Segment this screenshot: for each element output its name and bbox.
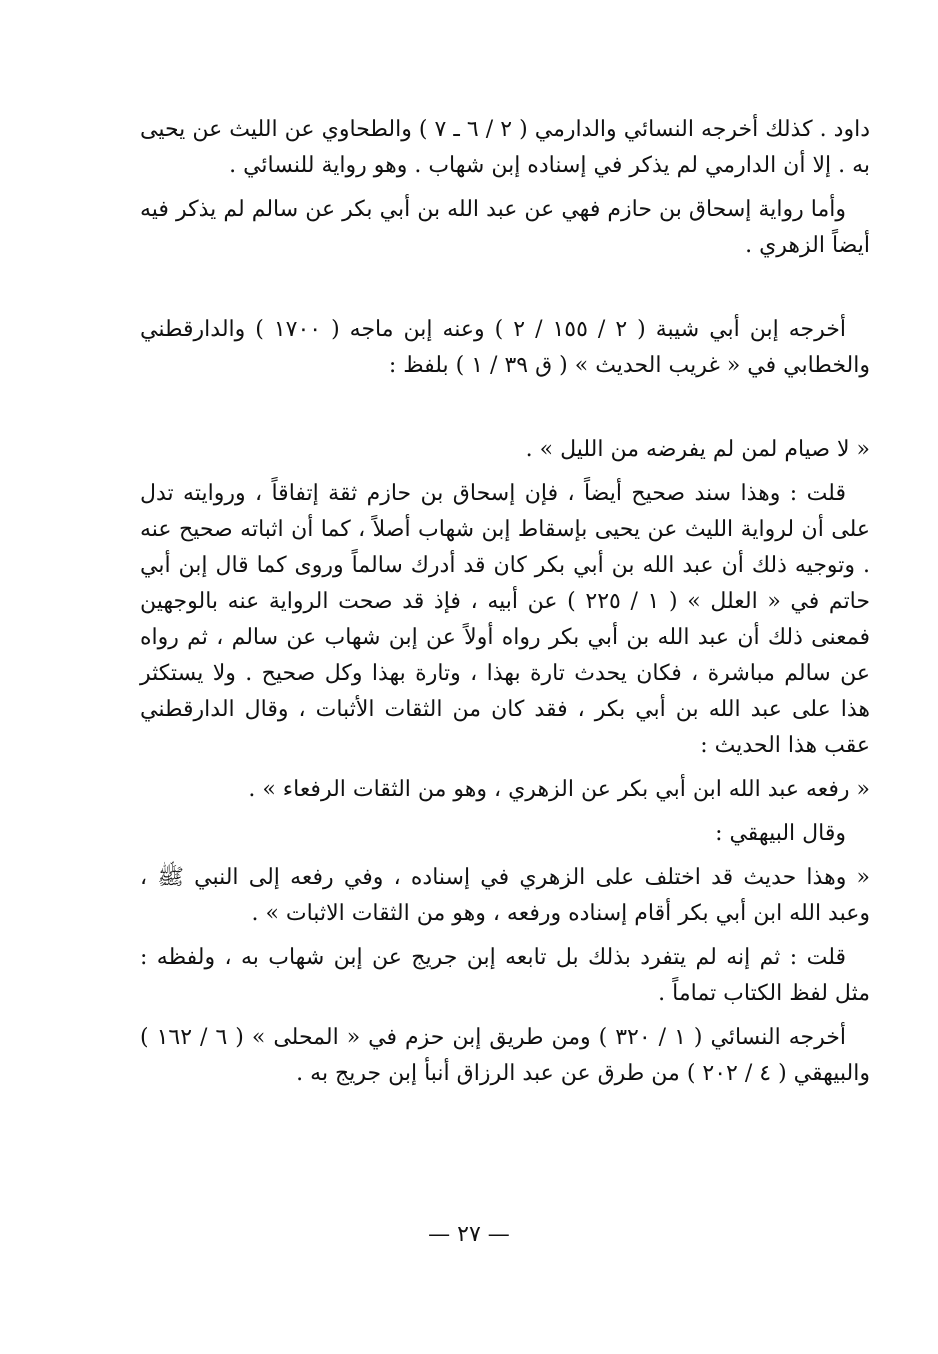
quote-3: « وهذا حديث قد اختلف على الزهري في إسناده ، وفي رفعه إلى النبي ﷺ ، وعبد الله ابن أبي بكر أقام إسناده ورفعه ، وهو من الثقات الاثبات » . [140, 865, 870, 926]
paragraph-3: أخرجه إبن أبي شيبة ( ٢ / ١٥٥ / ٢ ) وعنه إبن ماجه ( ١٧٠٠ ) والدارقطني والخطابي في « غريب الحديث » ( ق ٣٩ / ١ ) بلفظ : [140, 317, 870, 378]
quote-2: « رفعه عبد الله ابن أبي بكر عن الزهري ، وهو من الثقات الرفعاء » . [248, 777, 870, 802]
paragraph-4: قلت : وهذا سند صحيح أيضاً ، فإن إسحاق بن حازم ثقة إتفاقاً ، وروايته تدل على أن لرواية الليث عن يحيى بإسقاط إبن شهاب أصلاً ، كما أن اثباته صحيح عنه . وتوجيه ذلك أن عبد الله بن أبي بكر كان قد أدرك سالماً وروى كما قال إبن أبي حاتم في « العلل » ( ١ / ٢٢٥ ) عن أبيه ، فإذ قد صحت الرواية عنه بالوجهين فمعنى ذلك أن عبد الله بن أبي بكر رواه أولاً عن إبن شهاب عن سالم ، ثم رواه عن سالم مباشرة ، فكان يحدث تارة بهذا ، وتارة بهذا وكل صحيح . ولا يستكثر هذا على عبد الله بن أبي بكر ، فقد كان من الثقات الأثبات ، وقال الدارقطني عقب هذا الحديث : [140, 481, 870, 758]
page-number: — ٢٧ — [428, 1222, 510, 1247]
paragraph-7: أخرجه النسائي ( ١ / ٣٢٠ ) ومن طريق إبن حزم في « المحلى » ( ٦ / ١٦٢ ) والبيهقي ( ٤ / ٢٠٢ ) من طرق عن عبد الرزاق أنبأ إبن جريج به . [140, 1025, 870, 1086]
paragraph-1: داود . كذلك أخرجه النسائي والدارمي ( ٢ / ٦ ـ ٧ ) والطحاوي عن الليث عن يحيى به . إلا أن الدارمي لم يذكر في إسناده إبن شهاب . وهو رواية للنسائي . [140, 117, 870, 178]
paragraph-6: قلت : ثم إنه لم يتفرد بذلك بل تابعه إبن جريج عن إبن شهاب به ، ولفظه : مثل لفظ الكتاب تماماً . [140, 945, 870, 1006]
quote-1: « لا صيام لمن لم يفرضه من الليل » . [525, 437, 870, 462]
paragraph-5: وقال البيهقي : [715, 821, 846, 846]
page-body [140, 112, 870, 1092]
paragraph-2: وأما رواية إسحاق بن حازم فهي عن عبد الله بن أبي بكر عن سالم لم يذكر فيه أيضاً الزهري . [140, 197, 870, 258]
